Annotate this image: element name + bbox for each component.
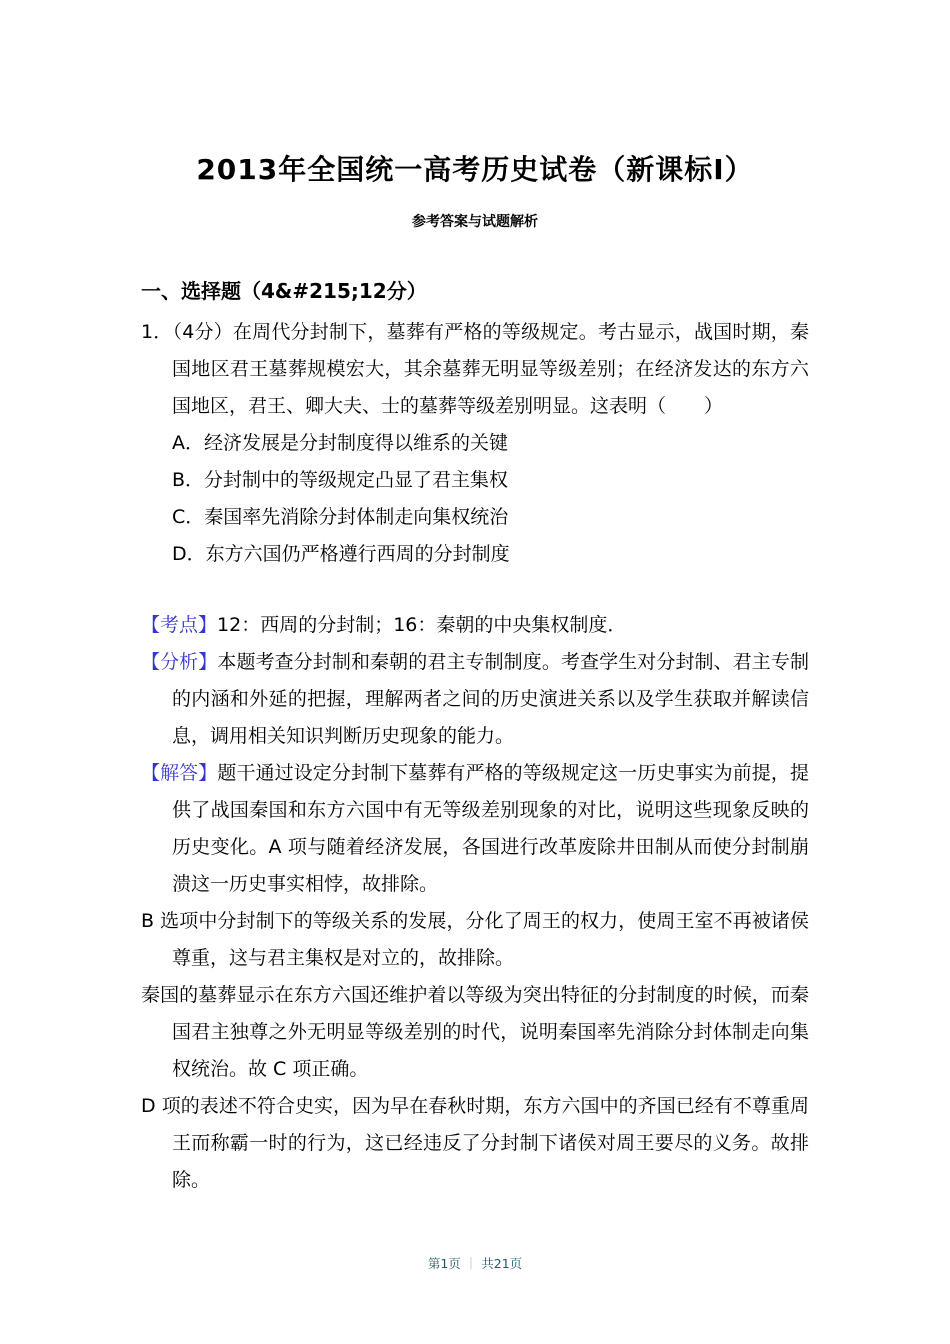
question-option-a: A．经济发展是分封制度得以维系的关键: [172, 432, 508, 454]
kaodian-text: 12：西周的分封制；16：秦朝的中央集权制度．: [217, 614, 627, 636]
question-option-d: D．东方六国仍严格遵行西周的分封制度: [172, 543, 510, 565]
question-option-c: C．秦国率先消除分封体制走向集权统治: [172, 506, 509, 528]
footer-page-number: 第1页: [427, 1256, 461, 1271]
question-stem: 1．（4分）在周代分封制下，墓葬有严格的等级规定。考古显示，战国时期，秦国地区君王墓葬规模宏大，其余墓葬无明显等级差别；在经济发达的东方六国地区，君王、卿大夫、士的墓葬等级差别明显。这表明（ ）: [141, 321, 809, 417]
jieda-text: 题干通过设定分封制下墓葬有严格的等级规定这一历史事实为前提，提供了战国秦国和东方六国中有无等级差别现象的对比，说明这些现象反映的历史变化。A 项与随着经济发展，各国进行改革废除井田制从而使分封制崩溃这一历史事实相悖，故排除。: [172, 762, 809, 895]
page-footer: [0, 1256, 950, 1272]
footer-separator: ｜: [464, 1256, 478, 1271]
footer-total-pages: 共21页: [481, 1256, 523, 1271]
kaodian-label: 【考点】: [141, 614, 218, 636]
analysis-block-fenxi: [141, 644, 809, 755]
document-title: 2013年全国统一高考历史试卷（新课标Ⅰ）: [196, 153, 754, 186]
analysis-block-kaodian: [141, 607, 809, 644]
jieda-label: 【解答】: [141, 762, 218, 784]
document-content: [141, 0, 809, 1199]
fenxi-text: 本题考查分封制和秦朝的君主专制制度。考查学生对分封制、君主专制的内涵和外延的把握，理解两者之间的历史演进关系以及学生获取并解读信息，调用相关知识判断历史现象的能力。: [172, 651, 809, 747]
section-heading: 一、选择题（4&#215;12分）: [141, 279, 427, 303]
document-subtitle: 参考答案与试题解析: [412, 214, 538, 230]
analysis-paragraph-b: B 选项中分封制下的等级关系的发展，分化了周王的权力，使周王室不再被诸侯尊重，这与君主集权是对立的，故排除。: [141, 910, 809, 969]
analysis-paragraph-c: 秦国的墓葬显示在东方六国还维护着以等级为突出特征的分封制度的时候，而秦国君主独尊之外无明显等级差别的时代，说明秦国率先消除分封体制走向集权统治。故 C 项正确。: [141, 984, 809, 1080]
analysis-paragraph-d: D 项的表述不符合史实，因为早在春秋时期，东方六国中的齐国已经有不尊重周王而称霸一时的行为，这已经违反了分封制下诸侯对周王要尽的义务。故排除。: [141, 1095, 809, 1191]
fenxi-label: 【分析】: [141, 651, 218, 673]
analysis-block-jieda: [141, 755, 809, 903]
question-option-b: B．分封制中的等级规定凸显了君主集权: [172, 469, 509, 491]
